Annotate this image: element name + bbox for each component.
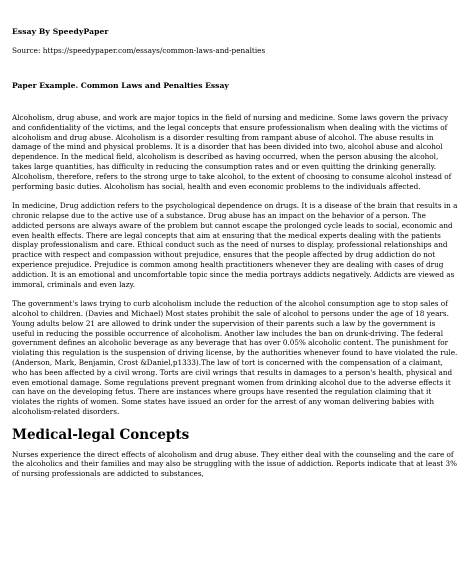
source-url[interactable]: https://speedypaper.com/essays/common-laws-and-penalties (42, 46, 266, 55)
paragraph: In medicine, Drug addiction refers to the psychological dependence on drugs. It is a disease of the brain that results in a chronic relapse due to the active use of a substance. Drug abuse has an impact on the behavior of a person. The addicted persons are always aware of the problem but cannot escape the prolonged cycle leads to social, economic and even health effects. There are legal concepts that aim at ensuring that the medical experts dealing with the patients display professionalism and care. Ethical conduct such as the need of nurses to display, professional relationships and practice with respect and compassion without prejudice, ensures that the people affected by drug addiction do not experience prejudice. Prejudice is common among health practitioners whenever they are dealing with cases of drug addiction. It is an emotional and uncomfortable topic since the media portrays addicts negatively. Addicts are viewed as immoral, criminals and even lazy. (12, 201, 458, 289)
paragraph: Alcoholism, drug abuse, and work are major topics in the field of nursing and medicine. Some laws govern the privacy and confidentiality of the victims, and the legal concepts that ensure professionalism when dealing with the victims of alcoholism and drug abuse. Alcoholism is a disorder resulting from rampant abuse of alcohol. The abuse results in damage of the mind and physical problems. It is a disorder that has been divided into two, alcohol abuse and alcohol dependence. In the medical field, alcoholism is described as having occurred, when the person abusing the alcohol, takes large quantities, has difficulty in reducing the consumption rates and or even quitting the drinking generally. Alcoholism, therefore, refers to the strong urge to take alcohol, to the extent of choosing to consume alcohol instead of performing basic duties. Alcoholism has social, health and even economic problems to the individuals affected. (12, 113, 452, 191)
source-line (12, 46, 265, 55)
source-label: Source: (12, 46, 43, 55)
paragraph: Nurses experience the direct effects of alcoholism and drug abuse. They either deal with the counseling and the care of the alcoholics and their families and may also be struggling with the issue of addiction. Reports indicate that at least 3% of nursing professionals are addicted to substances, (12, 449, 458, 479)
site-header-title: Essay By SpeedyPaper (12, 27, 109, 36)
section-heading: Medical-legal Concepts (12, 426, 190, 443)
paper-title: Paper Example. Common Laws and Penalties Essay (12, 81, 229, 90)
paragraph: The government's laws trying to curb alcoholism include the reduction of the alcohol consumption age to stop sales of alcohol to children. (Davies and Michael) Most states prohibit the sale of alcohol to persons under the age of 18 years. Young adults below 21 are allowed to drink under the supervision of their parents such a law by the government is useful in reducing the possible occurrence of alcoholism. Another law includes the ban on drunk-driving. The federal government defines an alcoholic beverage as any beverage that has over 0.05% alcoholic content. The punishment for violating this regulation is the suspension of driving license, by the authorities whenever found to have violated the rule. (Anderson, Mark, Benjamin, Crost &Daniel,p1333).The law of tort is concerned with the compensation of a claimant, who has been affected by a civil wrong. Torts are civil wrings that results in damages to a person's health, physical and even emotional damage. Some regulations prevent pregnant women from drinking alcohol due to the adverse effects it can have on the developing fetus. There are instances where groups have resented the regulation claiming that it violates the rights of women. Some states have issued an order for the arrest of any woman delivering babies with alcoholism-related disorders. (12, 299, 458, 416)
essay-body (12, 113, 458, 489)
